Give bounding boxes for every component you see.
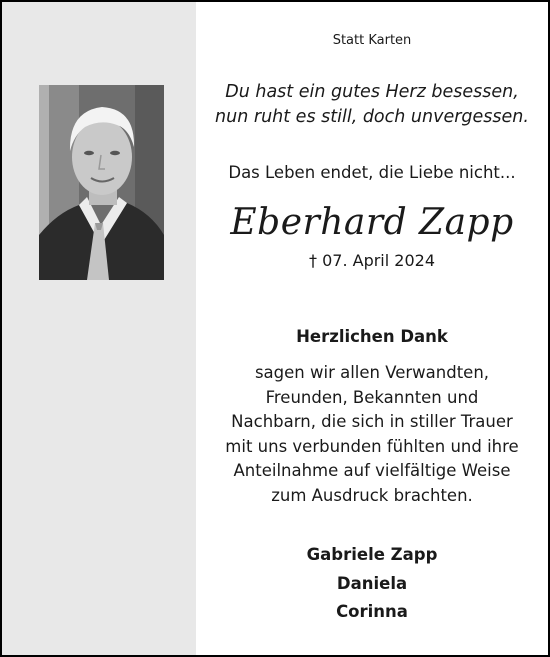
thanks-text [196,361,548,508]
header-text: Statt Karten [332,33,412,48]
poem-line: nun ruht es still, doch unvergessen. [215,107,529,127]
notice-content [196,2,548,655]
thanks-title: Herzlichen Dank [296,327,448,346]
thanks-line: Anteilnahme auf vielfältige Weise [233,461,511,480]
thanks-line: mit uns verbunden fühlten und ihre [225,436,519,456]
death-date: † 07. April 2024 [309,251,435,270]
thanks-line: sagen wir allen Verwandten, [254,363,490,382]
thanks-line: Nachbarn, die sich in stiller Trauer [231,412,513,431]
tagline: Das Leben endet, die Liebe nicht... [228,163,516,182]
poem [196,80,548,130]
left-sidebar [2,2,196,655]
portrait-photo [39,85,164,280]
poem-line: Du hast ein gutes Herz besessen, [225,82,519,102]
thanks-line: Freunden, Bekannten und [265,387,479,407]
signatory: Corinna [336,602,408,621]
signatories [196,541,548,627]
signatory: Daniela [336,573,408,593]
thanks-line: zum Ausdruck brachten. [271,485,473,505]
deceased-name: Eberhard Zapp [230,202,514,243]
signatory: Gabriele Zapp [306,545,438,564]
